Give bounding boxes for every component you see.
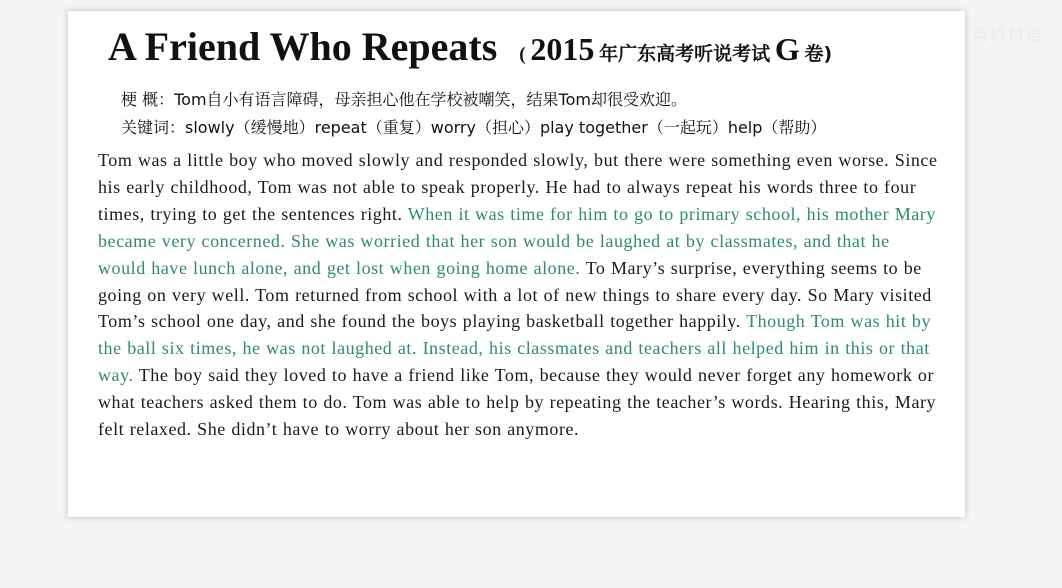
story-paragraph [98,147,940,443]
keywords-line [121,115,826,138]
summary-text: Tom自小有语言障碍，母亲担心他在学校被嘲笑，结果Tom却很受欢迎。 [174,90,687,109]
document-page [68,11,965,517]
page-title [108,23,832,70]
title-main: A Friend Who Repeats [108,24,498,69]
title-open-paren: ( [519,44,526,65]
story-segment: The boy said they loved to have a friend like Tom, because they would never forget any homework or what teachers asked them to do. Tom was able to help by repeating the teacher’s words. Hearing this, Mary felt relaxed. She didn’t have to worry about her son anymore. [98,365,937,440]
title-year: 2015 [530,31,595,67]
keywords-text: slowly（缓慢地）repeat（重复）worry（担心）play together（一起玩）help（帮助） [185,118,827,137]
story-segment: Tom was a little boy who moved slowly and responded slowly, but there were something even worse. Since his early childhood, Tom was not able to speak properly. He had to always repeat his words three to four times, trying to get the sentences right. [98,150,938,224]
title-paper-suffix: 卷) [804,43,833,65]
keywords-label: 关键词： [121,118,186,137]
title-exam: 年广东高考听说考试 [599,43,771,65]
summary-label: 梗 概： [121,90,175,109]
story-segment: To Mary’s surprise, everything seems to be going on very well. Tom returned from school with a lot of new things to share every day. So Mary visited Tom’s school one day, and she found the boys playing basketball together happily. [98,257,932,332]
summary-line [121,87,687,110]
story-highlight: When it was time for him to go to primary school, his mother Mary became very concerned. She was worried that her son would be laughed at by classmates, and that he would have lunch alone, and get lost when going home alone. [98,203,936,278]
title-source [519,31,833,67]
title-paper: G [774,31,800,67]
watermark-logo: 英语口语 [971,25,1044,44]
story-highlight: Though Tom was hit by the ball six times, he was not laughed at. Instead, his classmates and teachers all helped him in this or that way. [98,311,932,386]
